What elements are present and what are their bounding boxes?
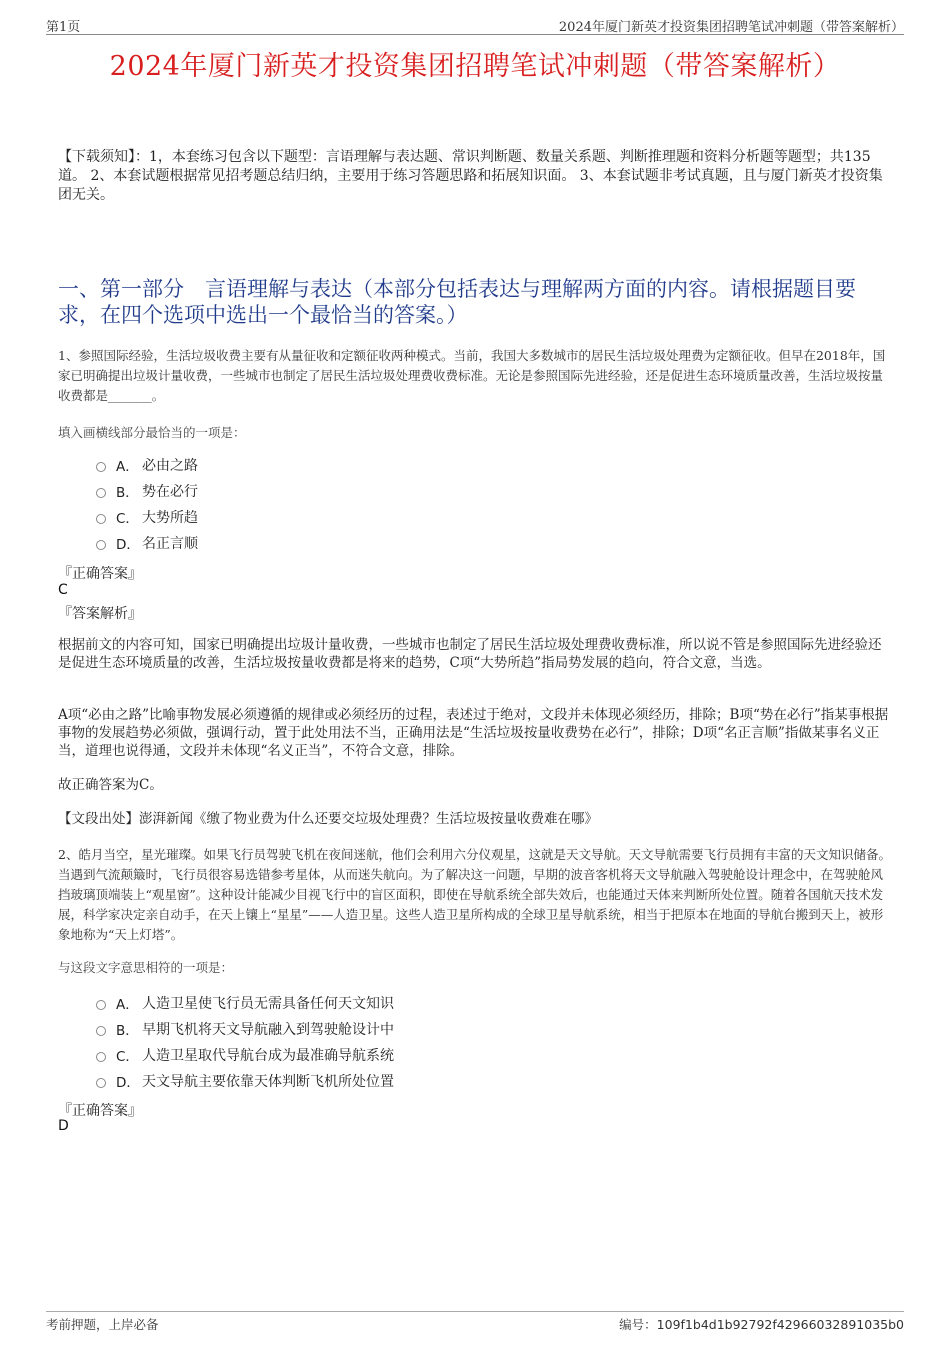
option-d[interactable]: D． 天文导航主要依靠天体判断飞机所处位置 [96,1068,394,1094]
radio-icon[interactable] [96,1052,106,1062]
page-header [46,14,904,35]
analysis-paragraph-2: A项“必由之路”比喻事物发展必须遵循的规律或必须经历的过程，表述过于绝对，文段并未体现必须经历，排除；B项“势在必行”指某事根据事物的发展趋势必须做，强调行动，置于此处用法不当，正确用法是“生活垃圾按量收费势在必行”，排除；D项“名正言顺”指做某事名义正当，道理也说得通，文段并未体现“名义正当”，不符合文意，排除。 [58,707,889,759]
footer-slogan: 考前押题，上岸必备 [46,1317,159,1332]
radio-icon[interactable] [96,488,106,498]
radio-icon[interactable] [96,514,106,524]
section-heading: 一、第一部分 言语理解与表达（本部分包括表达与理解两方面的内容。请根据题目要求，在四个选项中选出一个最恰当的答案。） [58,277,856,327]
option-c[interactable]: C． 人造卫星取代导航台成为最准确导航系统 [96,1042,394,1068]
document-code: 编号：109f1b4d1b92792f42966032891035b0 [619,1317,904,1332]
analysis-label: 『答案解析』 [58,606,142,622]
correct-answer-label: 『正确答案』 [58,1103,142,1119]
question-1-options [96,452,198,556]
source-citation: 【文段出处】澎湃新闻《缴了物业费为什么还要交垃圾处理费？生活垃圾按量收费难在哪》 [58,811,598,827]
option-c[interactable]: C． 大势所趋 [96,504,198,530]
option-a[interactable]: A． 必由之路 [96,452,198,478]
header-doc-title: 2024年厦门新英才投资集团招聘笔试冲刺题（带答案解析） [558,20,904,35]
page-title: 2024年厦门新英才投资集团招聘笔试冲刺题（带答案解析） [109,51,841,82]
option-a[interactable]: A． 人造卫星使飞行员无需具备任何天文知识 [96,990,394,1016]
radio-icon[interactable] [96,462,106,472]
page-number: 第1页 [46,20,81,35]
correct-answer-label: 『正确答案』 [58,566,142,582]
radio-icon[interactable] [96,540,106,550]
option-b[interactable]: B． 势在必行 [96,478,198,504]
question-1-text: 1、参照国际经验，生活垃圾收费主要有从量征收和定额征收两种模式。当前，我国大多数城市的居民生活垃圾处理费为定额征收。但早在2018年，国家已明确提出垃圾计量收费，一些城市也制定了居民生活垃圾处理费收费标准。无论是参照国际先进经验，还是促进生态环境质量改善，生活垃圾按量收费都是_______。 [58,348,886,403]
option-b[interactable]: B． 早期飞机将天文导航融入到驾驶舱设计中 [96,1016,394,1042]
radio-icon[interactable] [96,1000,106,1010]
option-d[interactable]: D． 名正言顺 [96,530,198,556]
question-2-options [96,990,394,1094]
page-footer [46,1311,904,1336]
radio-icon[interactable] [96,1078,106,1088]
analysis-conclusion: 故正确答案为C。 [58,777,163,793]
analysis-paragraph-1: 根据前文的内容可知，国家已明确提出垃圾计量收费，一些城市也制定了居民生活垃圾处理费收费标准，所以说不管是参照国际先进经验还是促进生态环境质量的改善，生活垃圾按量收费都是将来的趋势，C项“大势所趋”指局势发展的趋向，符合文意，当选。 [58,637,882,671]
radio-icon[interactable] [96,1026,106,1036]
question-2-prompt: 与这段文字意思相符的一项是： [58,960,234,975]
question-1-prompt: 填入画横线部分最恰当的一项是： [58,425,246,440]
download-notice: 【下载须知】：1，本套练习包含以下题型：言语理解与表达题、常识判断题、数量关系题、判断推理题和资料分析题等题型；共135道。 2、本套试题根据常见招考题总结归纳，主要用于练习答题思路和拓展知识面。 3、本套试题非考试真题，且与厦门新英才投资集团无关。 [58,149,883,203]
correct-answer: D [58,1118,69,1134]
correct-answer: C [58,582,68,598]
question-2-text: 2、皓月当空，星光璀璨。如果飞行员驾驶飞机在夜间迷航，他们会利用六分仪观星，这就是天文导航。天文导航需要飞行员拥有丰富的天文知识储备。当遇到气流颠簸时，飞行员很容易选错参考星体，从而迷失航向。为了解决这一问题，早期的波音客机将天文导航融入驾驶舱设计理念中，在驾驶舱风挡玻璃顶端装上“观星窗”。这种设计能减少目视飞行中的盲区面积，即使在导航系统全部失效后，也能通过天体来判断所处位置。随着各国航天技术发展，科学家决定亲自动手，在天上镶上“星星”——人造卫星。这些人造卫星所构成的全球卫星导航系统，相当于把原本在地面的导航台搬到天上，被形象地称为“天上灯塔”。 [58,847,891,942]
